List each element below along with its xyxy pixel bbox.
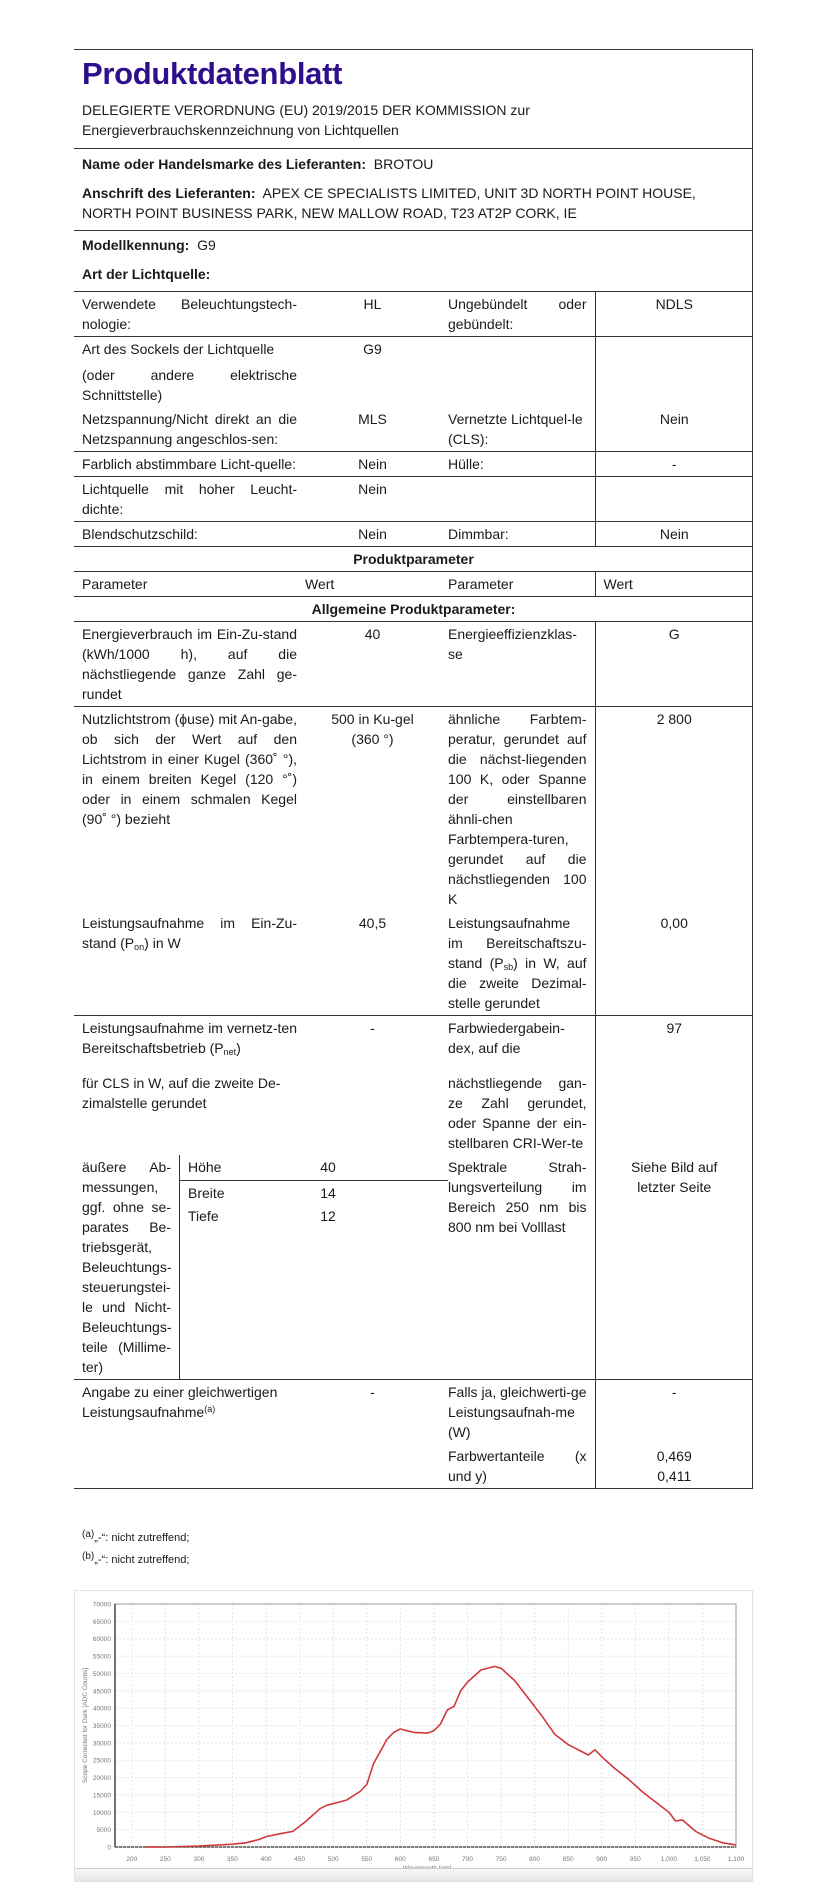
directional-label: Ungebündelt oder gebündelt: (440, 292, 595, 337)
energy-class-value: G (595, 622, 753, 707)
table-row (74, 911, 753, 1016)
svg-text:850: 850 (562, 1856, 574, 1863)
footnote-text: „-“: nicht zutreffend; (94, 1532, 190, 1544)
dimension-name: Breite (188, 1185, 225, 1201)
svg-text:1,050: 1,050 (694, 1856, 711, 1863)
table-row (74, 452, 753, 477)
table-row (74, 292, 753, 337)
table-row (74, 622, 753, 707)
pon-value: 40,5 (358, 915, 387, 931)
dimension-value: 40 (320, 1159, 336, 1175)
spectral-distribution-chart (74, 1590, 753, 1882)
pon-subscript: on (134, 942, 145, 952)
connected-label: Vernetzte Lichtquel-le (CLS): (448, 411, 583, 447)
dimmable-label: Dimmbar: (440, 522, 595, 547)
dimensions-cell (74, 1155, 440, 1380)
technology-label: Verwendete Beleuchtungstech-nologie: (74, 292, 305, 337)
svg-text:10000: 10000 (92, 1809, 111, 1817)
pon-label-text: Leistungsaufnahme im Ein-Zu-stand (P (82, 915, 297, 951)
cap-label (74, 337, 305, 408)
glare-value: Nein (305, 522, 440, 547)
table-row (74, 337, 753, 408)
svg-text:750: 750 (495, 1856, 507, 1863)
svg-text:900: 900 (596, 1856, 608, 1863)
column-header-value: Wert (595, 572, 753, 597)
table-row (74, 522, 753, 547)
footnote (82, 1527, 189, 1549)
footnotes (82, 1527, 189, 1571)
product-data-sheet (74, 49, 753, 1489)
column-header-parameter: Parameter (440, 572, 595, 597)
mains-value: MLS (358, 411, 387, 427)
mains-label: Netzspannung/Nicht direkt an die Netzspannung angeschlos-sen: (82, 411, 297, 447)
svg-text:450: 450 (294, 1856, 306, 1863)
cap-label-line2: (oder andere elektrische Schnittstelle) (82, 367, 297, 403)
energy-label: Energieverbrauch im Ein-Zu-stand (kWh/1000 h), auf die nächstliegende ganze Zahl ge-rundet (74, 622, 305, 707)
table-row (74, 1444, 753, 1489)
chroma-label: Farbwertanteile (x und y) (448, 1448, 587, 1484)
subtitle-line-1: DELEGIERTE VERORDNUNG (EU) 2019/2015 DER KOMMISSION zur (82, 102, 530, 118)
cap-value: G9 (305, 337, 440, 408)
cap-label-line1: Art des Sockels der Lichtquelle (82, 341, 275, 357)
model-label: Modellkennung: (82, 237, 190, 253)
svg-text:Scope Corrected for Dark [ADC: Scope Corrected for Dark [ADC Counts] (82, 1667, 89, 1784)
svg-text:45000: 45000 (92, 1688, 111, 1696)
svg-text:700: 700 (462, 1856, 473, 1863)
equiv-label-text: Angabe zu einer gleichwertigen Leistungsaufnahme (82, 1384, 278, 1420)
glare-label: Blendschutzschild: (74, 522, 305, 547)
light-source-type-heading (74, 260, 752, 291)
psb-value: 0,00 (595, 911, 753, 1016)
high-luminance-value: Nein (305, 477, 440, 522)
dimension-value: 12 (320, 1208, 336, 1224)
cri-label-text: Farbwiedergabein-dex, auf die (448, 1020, 565, 1056)
equiv-power-label: Falls ja, gleichwerti-ge Leistungsaufnah-me (W) (440, 1380, 595, 1445)
cct-value: 2 800 (595, 707, 753, 912)
table-row (74, 547, 753, 572)
psb-label-text-end: ) in W, auf die zweite Dezimal-stelle gerundet (448, 955, 587, 1011)
supplier-address-value: APEX CE SPECIALISTS LIMITED, UNIT 3D NORTH POINT HOUSE, NORTH POINT BUSINESS PARK, NEW MALLOW ROAD, T23 AT2P CORK, IE (82, 185, 696, 221)
technology-value: HL (305, 292, 440, 337)
footnote-mark: (a) (82, 1529, 95, 1540)
svg-text:1,000: 1,000 (660, 1856, 678, 1863)
empty-cell (595, 477, 753, 522)
column-header-value: Wert (305, 572, 440, 597)
light-source-table (74, 291, 753, 1489)
spd-value: Siehe Bild auf letzter Seite (595, 1155, 753, 1380)
svg-text:950: 950 (629, 1856, 641, 1863)
pnet-label-text: Leistungsaufnahme im vernetz-ten Bereitschaftsbetrieb (P (82, 1020, 297, 1056)
svg-text:0: 0 (107, 1844, 111, 1852)
pnet-label-continued: für CLS in W, auf die zweite De-zimalstelle gerundet (82, 1075, 281, 1111)
empty-cell (74, 1444, 305, 1489)
psb-subscript: sb (503, 962, 514, 972)
equiv-power-value: - (595, 1380, 753, 1445)
subtitle-line-2: Energieverbrauchskennzeichnung von Lichtquellen (82, 122, 399, 138)
chroma-y-value: 0,411 (657, 1468, 692, 1484)
svg-text:800: 800 (529, 1856, 541, 1863)
table-row (74, 1155, 753, 1380)
cct-label: ähnliche Farbtem-peratur, gerundet auf die nächst-liegenden 100 K, oder Spanne der einstellbaren ähnli-chen Farbtempera-turen, gerundet auf die nächstliegenden 100 K (440, 707, 595, 912)
svg-text:500: 500 (327, 1856, 339, 1863)
chroma-x-value: 0,469 (656, 1448, 692, 1464)
high-luminance-label: Lichtquelle mit hoher Leucht-dichte: (74, 477, 305, 522)
table-row (74, 477, 753, 522)
svg-text:200: 200 (126, 1856, 138, 1863)
svg-text:70000: 70000 (92, 1601, 111, 1609)
chart-scrollbar[interactable] (75, 1868, 752, 1881)
cri-value: 97 (595, 1016, 753, 1156)
supplier-name-row (74, 149, 752, 179)
general-parameters-heading: Allgemeine Produktparameter: (74, 597, 753, 622)
psb-label-text: Leistungsaufnahme im Bereitschaftszu-stand (P (448, 915, 587, 971)
envelope-value: - (595, 452, 753, 477)
light-source-type-label: Art der Lichtquelle: (82, 266, 211, 282)
regulation-subtitle (74, 94, 752, 148)
svg-text:5000: 5000 (96, 1827, 111, 1835)
empty-cell (305, 1444, 440, 1489)
svg-text:15000: 15000 (92, 1792, 111, 1800)
column-header-parameter: Parameter (74, 572, 305, 597)
svg-text:40000: 40000 (92, 1705, 111, 1713)
pnet-label (74, 1016, 305, 1156)
tunable-value: Nein (305, 452, 440, 477)
dimmable-value: Nein (595, 522, 753, 547)
flux-label: Nutzlichtstrom (ϕuse) mit An-gabe, ob sich der Wert auf den Lichtstrom in einer Kugel (360˚ °), in einem breiten Kegel (120 °˚) oder in einem schmalen Kegel (90˚ °) bezieht (74, 707, 305, 912)
pnet-value: - (305, 1016, 440, 1156)
dimension-value: 14 (320, 1185, 336, 1201)
svg-text:60000: 60000 (92, 1636, 111, 1644)
svg-text:1,100: 1,100 (727, 1856, 745, 1863)
svg-text:300: 300 (193, 1856, 205, 1863)
svg-text:50000: 50000 (92, 1670, 111, 1678)
model-row (74, 231, 752, 260)
svg-text:20000: 20000 (92, 1775, 111, 1783)
equiv-value: - (305, 1380, 440, 1445)
table-header-row (74, 572, 753, 597)
dimension-name: Tiefe (188, 1208, 219, 1224)
footnote-text: „-“: nicht zutreffend; (94, 1554, 190, 1566)
svg-text:55000: 55000 (92, 1653, 111, 1661)
energy-value: 40 (305, 622, 440, 707)
pnet-label-text-end: ) (236, 1040, 241, 1056)
table-row (74, 1380, 753, 1445)
svg-text:350: 350 (227, 1856, 238, 1863)
model-value: G9 (197, 237, 216, 253)
supplier-address-label: Anschrift des Lieferanten: (82, 185, 256, 201)
tunable-label: Farblich abstimmbare Licht-quelle: (74, 452, 305, 477)
supplier-name-label: Name oder Handelsmarke des Lieferanten: (82, 156, 366, 172)
dimension-row (180, 1181, 440, 1204)
supplier-address-row (74, 179, 752, 230)
connected-value: Nein (595, 407, 753, 452)
chart-canvas (75, 1591, 754, 1883)
energy-class-label: Energieeffizienzklas-se (440, 622, 595, 707)
footnote-mark: (b) (82, 1551, 95, 1562)
svg-text:250: 250 (159, 1856, 171, 1863)
psb-label (440, 911, 595, 1016)
svg-text:400: 400 (260, 1856, 272, 1863)
empty-cell (440, 477, 595, 522)
svg-text:30000: 30000 (92, 1740, 111, 1748)
dimensions-table (180, 1155, 440, 1379)
empty-cell (440, 337, 595, 408)
svg-text:550: 550 (361, 1856, 373, 1863)
dimension-name: Höhe (188, 1159, 222, 1175)
svg-text:650: 650 (428, 1856, 440, 1863)
product-parameters-heading: Produktparameter (74, 547, 753, 572)
flux-value: 500 in Ku-gel (360 °) (305, 707, 440, 912)
pnet-subscript: net (223, 1047, 237, 1057)
spd-label: Spektrale Strah-lungsverteilung im Bereich 250 nm bis 800 nm bei Volllast (448, 1159, 587, 1235)
directional-value: NDLS (595, 292, 753, 337)
equiv-label (74, 1380, 305, 1445)
cri-label-continued: nächstliegende gan-ze Zahl gerundet, oder Spanne der ein-stellbaren CRI-Wer-te (448, 1075, 587, 1151)
page-title: Produktdatenblatt (82, 56, 343, 91)
chroma-values (595, 1444, 753, 1489)
table-row (74, 407, 753, 452)
cri-label (440, 1016, 595, 1156)
pon-label (74, 911, 305, 1016)
svg-text:600: 600 (394, 1856, 406, 1863)
table-row (74, 707, 753, 912)
dimension-row (180, 1204, 440, 1227)
table-row (74, 597, 753, 622)
svg-text:25000: 25000 (92, 1757, 111, 1765)
dimensions-label: äußere Ab-messungen, ggf. ohne se-parates Be-triebsgerät, Beleuchtungs-steuerungstei-le und Nicht-Beleuchtungs-teile (Millime-ter) (74, 1155, 180, 1379)
svg-text:35000: 35000 (92, 1723, 111, 1730)
dimension-row (180, 1155, 448, 1181)
svg-text:65000: 65000 (92, 1618, 111, 1626)
footnote-marker: (a) (204, 1404, 216, 1414)
envelope-label: Hülle: (440, 452, 595, 477)
empty-cell (595, 337, 753, 408)
pon-label-text-end: ) in W (144, 935, 181, 951)
table-row (74, 1016, 753, 1156)
footnote (82, 1549, 189, 1571)
supplier-name-value: BROTOU (373, 156, 434, 172)
